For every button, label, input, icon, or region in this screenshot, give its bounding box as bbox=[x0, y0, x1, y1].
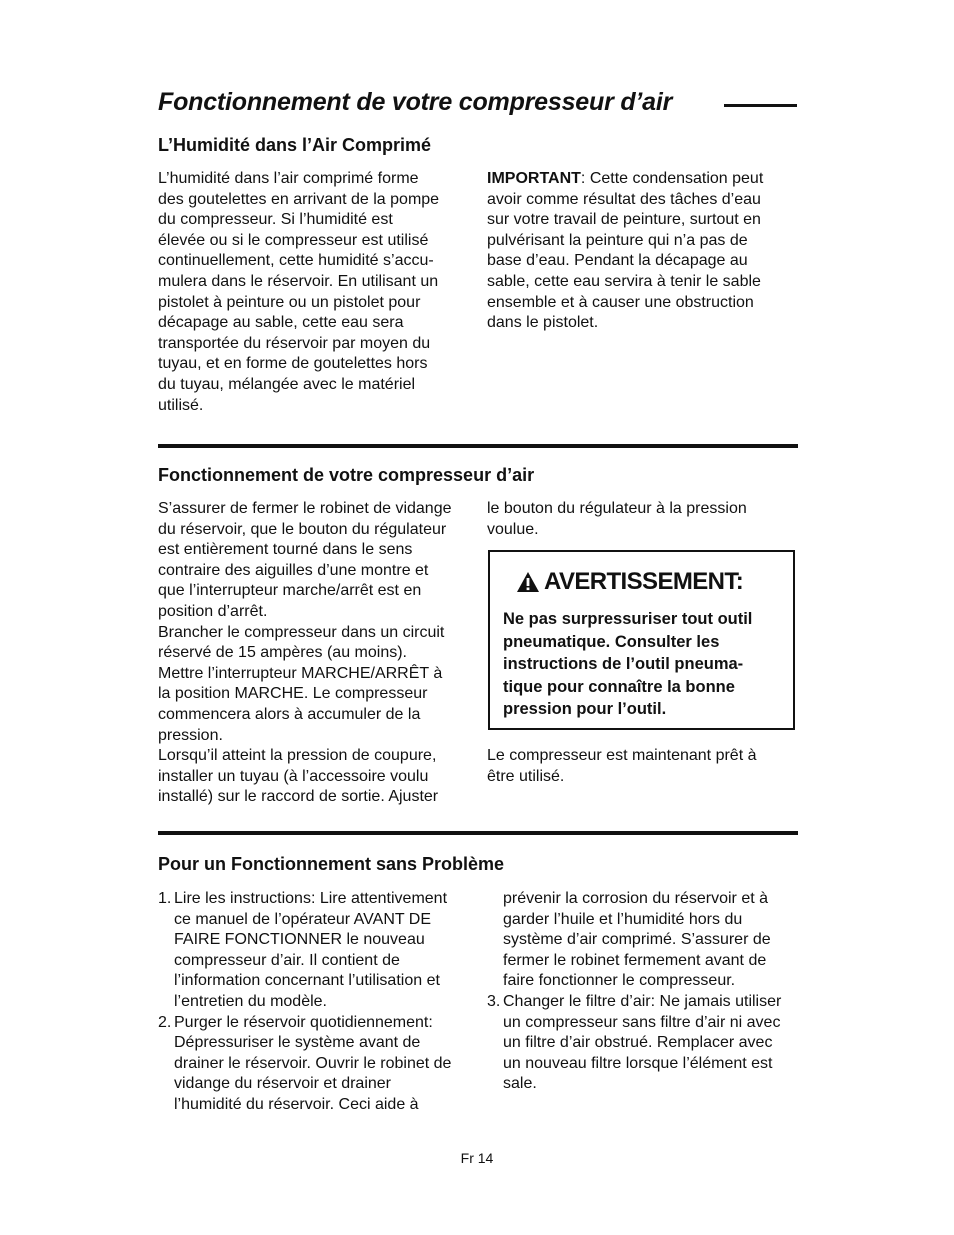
text-line: l’entretien du modèle. bbox=[174, 992, 327, 1010]
text-line: garder l’huile et l’humidité hors du bbox=[503, 910, 743, 928]
text-line: être utilisé. bbox=[487, 767, 565, 785]
warning-heading-row bbox=[516, 568, 743, 596]
numbered-list bbox=[158, 889, 473, 1116]
text-line: pistolet à peinture ou un pistolet pour bbox=[158, 293, 421, 311]
text-line: réservé de 15 ampères (au moins). bbox=[158, 644, 407, 662]
text-line: commencera alors à accumuler de la bbox=[158, 705, 421, 723]
text-line: du réservoir, que le bouton du régulateur bbox=[158, 520, 447, 538]
text-line: prévenir la corrosion du réservoir et à bbox=[503, 890, 769, 907]
page-number: Fr 14 bbox=[460, 1150, 494, 1166]
text-line: élevée ou si le compresseur est utilisé bbox=[158, 231, 429, 249]
list-number: 3. bbox=[487, 992, 501, 1010]
text-line: S’assurer de fermer le robinet de vidange bbox=[158, 500, 452, 517]
text-line: l’humidité du réservoir. Ceci aide à bbox=[174, 1095, 419, 1113]
section3-left-column bbox=[158, 889, 473, 1116]
text-line: ensemble et à causer une obstruction bbox=[487, 293, 754, 311]
text-line: tique pour connaître la bonne bbox=[503, 677, 735, 696]
section-divider bbox=[158, 444, 798, 448]
text-line: sale. bbox=[503, 1075, 537, 1093]
text-line: vidange du réservoir et drainer bbox=[174, 1075, 392, 1093]
numbered-list-continued bbox=[487, 889, 802, 1095]
section2-right-top bbox=[487, 499, 797, 540]
text-line: Dépressuriser le système avant de bbox=[174, 1034, 421, 1052]
list-item bbox=[158, 889, 473, 1013]
list-item-continued bbox=[487, 889, 802, 992]
text-line: voulue. bbox=[487, 520, 539, 538]
text-line: du compresseur. Si l’humidité est bbox=[158, 211, 393, 229]
text-line: FAIRE FONCTIONNER le nouveau bbox=[174, 931, 425, 949]
text-line: continuellement, cette humidité s’accu- bbox=[158, 252, 434, 270]
text-line: du tuyau, mélangée avec le matériel bbox=[158, 375, 416, 393]
text-line: pneumatique. Consulter les bbox=[503, 632, 720, 651]
text-line: dans le pistolet. bbox=[487, 314, 599, 332]
text-line: un nouveau filtre lorsque l’élément est bbox=[503, 1054, 773, 1072]
text-line: installé) sur le raccord de sortie. Ajuster bbox=[158, 788, 439, 806]
text-line: Purger le réservoir quotidiennement: bbox=[174, 1013, 433, 1031]
warning-box bbox=[488, 550, 795, 730]
text-line: un compresseur sans filtre d’air ni avec bbox=[503, 1013, 781, 1031]
text-line: tuyau, et en forme de goutelettes hors bbox=[158, 355, 428, 373]
text-line: avoir comme résultat des tâches d’eau bbox=[487, 190, 761, 208]
list-number: 1. bbox=[158, 890, 172, 907]
text-line: position d’arrêt. bbox=[158, 602, 268, 620]
important-label: IMPORTANT bbox=[487, 170, 581, 187]
text-line: Ne pas surpressuriser tout outil bbox=[503, 610, 753, 628]
list-item bbox=[158, 1013, 473, 1116]
warning-text bbox=[503, 608, 793, 721]
section1-heading: L’Humidité dans l’Air Comprimé bbox=[158, 135, 432, 155]
text-line: le bouton du régulateur à la pression bbox=[487, 500, 747, 517]
text-line: pression. bbox=[158, 726, 223, 744]
text-line: la position MARCHE. Le compresseur bbox=[158, 685, 428, 703]
warning-triangle-icon bbox=[516, 571, 540, 593]
text-line: des goutelettes en arrivant de la pompe bbox=[158, 190, 440, 208]
text-line: ce manuel de l’opérateur AVANT DE bbox=[174, 910, 432, 928]
text-line: l’information concernant l’utilisation et bbox=[174, 972, 440, 990]
text-line: sable, cette eau servira à tenir le sable bbox=[487, 272, 761, 290]
text-line: pression pour l’outil. bbox=[503, 700, 667, 718]
text-line: pulvérisant la peinture qui n’a pas de bbox=[487, 231, 748, 249]
text-line: Lorsqu’il atteint la pression de coupure, bbox=[158, 747, 437, 765]
section-divider bbox=[158, 831, 798, 835]
text-line: drainer le réservoir. Ouvrir le robinet de bbox=[174, 1054, 452, 1072]
text-line: transportée du réservoir par moyen du bbox=[158, 334, 431, 352]
text-line: compresseur d’air. Il contient de bbox=[174, 951, 400, 969]
section1-left-column bbox=[158, 169, 468, 416]
text-line: faire fonctionner le compresseur. bbox=[503, 972, 736, 990]
text-line: un filtre d’air obstrué. Remplacer avec bbox=[503, 1034, 773, 1052]
section2-right-bottom bbox=[487, 746, 797, 787]
text-line: système d’air comprimé. S’assurer de bbox=[503, 931, 771, 949]
text-line: installer un tuyau (à l’accessoire voulu bbox=[158, 767, 429, 785]
title-rule bbox=[724, 104, 797, 107]
section3-right-column bbox=[487, 889, 802, 1095]
section2-left-column bbox=[158, 499, 468, 808]
section3-heading: Pour un Fonctionnement sans Problème bbox=[158, 854, 505, 874]
text-line: Mettre l’interrupteur MARCHE/ARRÊT à bbox=[158, 664, 443, 682]
page-title: Fonctionnement de votre compresseur d’air bbox=[158, 88, 673, 116]
text-line: Changer le filtre d’air: Ne jamais utiliser bbox=[503, 992, 782, 1010]
text-line: Brancher le compresseur dans un circuit bbox=[158, 623, 445, 641]
text-line: Lire les instructions: Lire attentivement bbox=[174, 890, 448, 907]
list-item bbox=[487, 992, 802, 1095]
text-line: mulera dans le réservoir. En utilisant un bbox=[158, 272, 439, 290]
text-line: base d’eau. Pendant la décapage au bbox=[487, 252, 748, 270]
text-line: contraire des aiguilles d’une montre et bbox=[158, 561, 429, 579]
text-line: décapage au sable, cette eau sera bbox=[158, 314, 404, 332]
section2-heading: Fonctionnement de votre compresseur d’air bbox=[158, 465, 535, 485]
warning-heading: AVERTISSEMENT: bbox=[544, 568, 744, 595]
text-line: est entièrement tourné dans le sens bbox=[158, 541, 413, 559]
text-line: Le compresseur est maintenant prêt à bbox=[487, 747, 757, 764]
text-line: instructions de l’outil pneuma- bbox=[503, 655, 744, 673]
text-line: fermer le robinet fermement avant de bbox=[503, 951, 767, 969]
important-text: : Cette condensation peut bbox=[580, 170, 764, 187]
text-line: que l’interrupteur marche/arrêt est en bbox=[158, 582, 422, 600]
list-number: 2. bbox=[158, 1013, 172, 1031]
text-line: L’humidité dans l’air comprimé forme bbox=[158, 170, 419, 187]
text-line: utilisé. bbox=[158, 396, 204, 414]
text-line bbox=[487, 169, 797, 190]
section1-right-column bbox=[487, 169, 797, 334]
text-line: sur votre travail de peinture, surtout en bbox=[487, 211, 761, 229]
